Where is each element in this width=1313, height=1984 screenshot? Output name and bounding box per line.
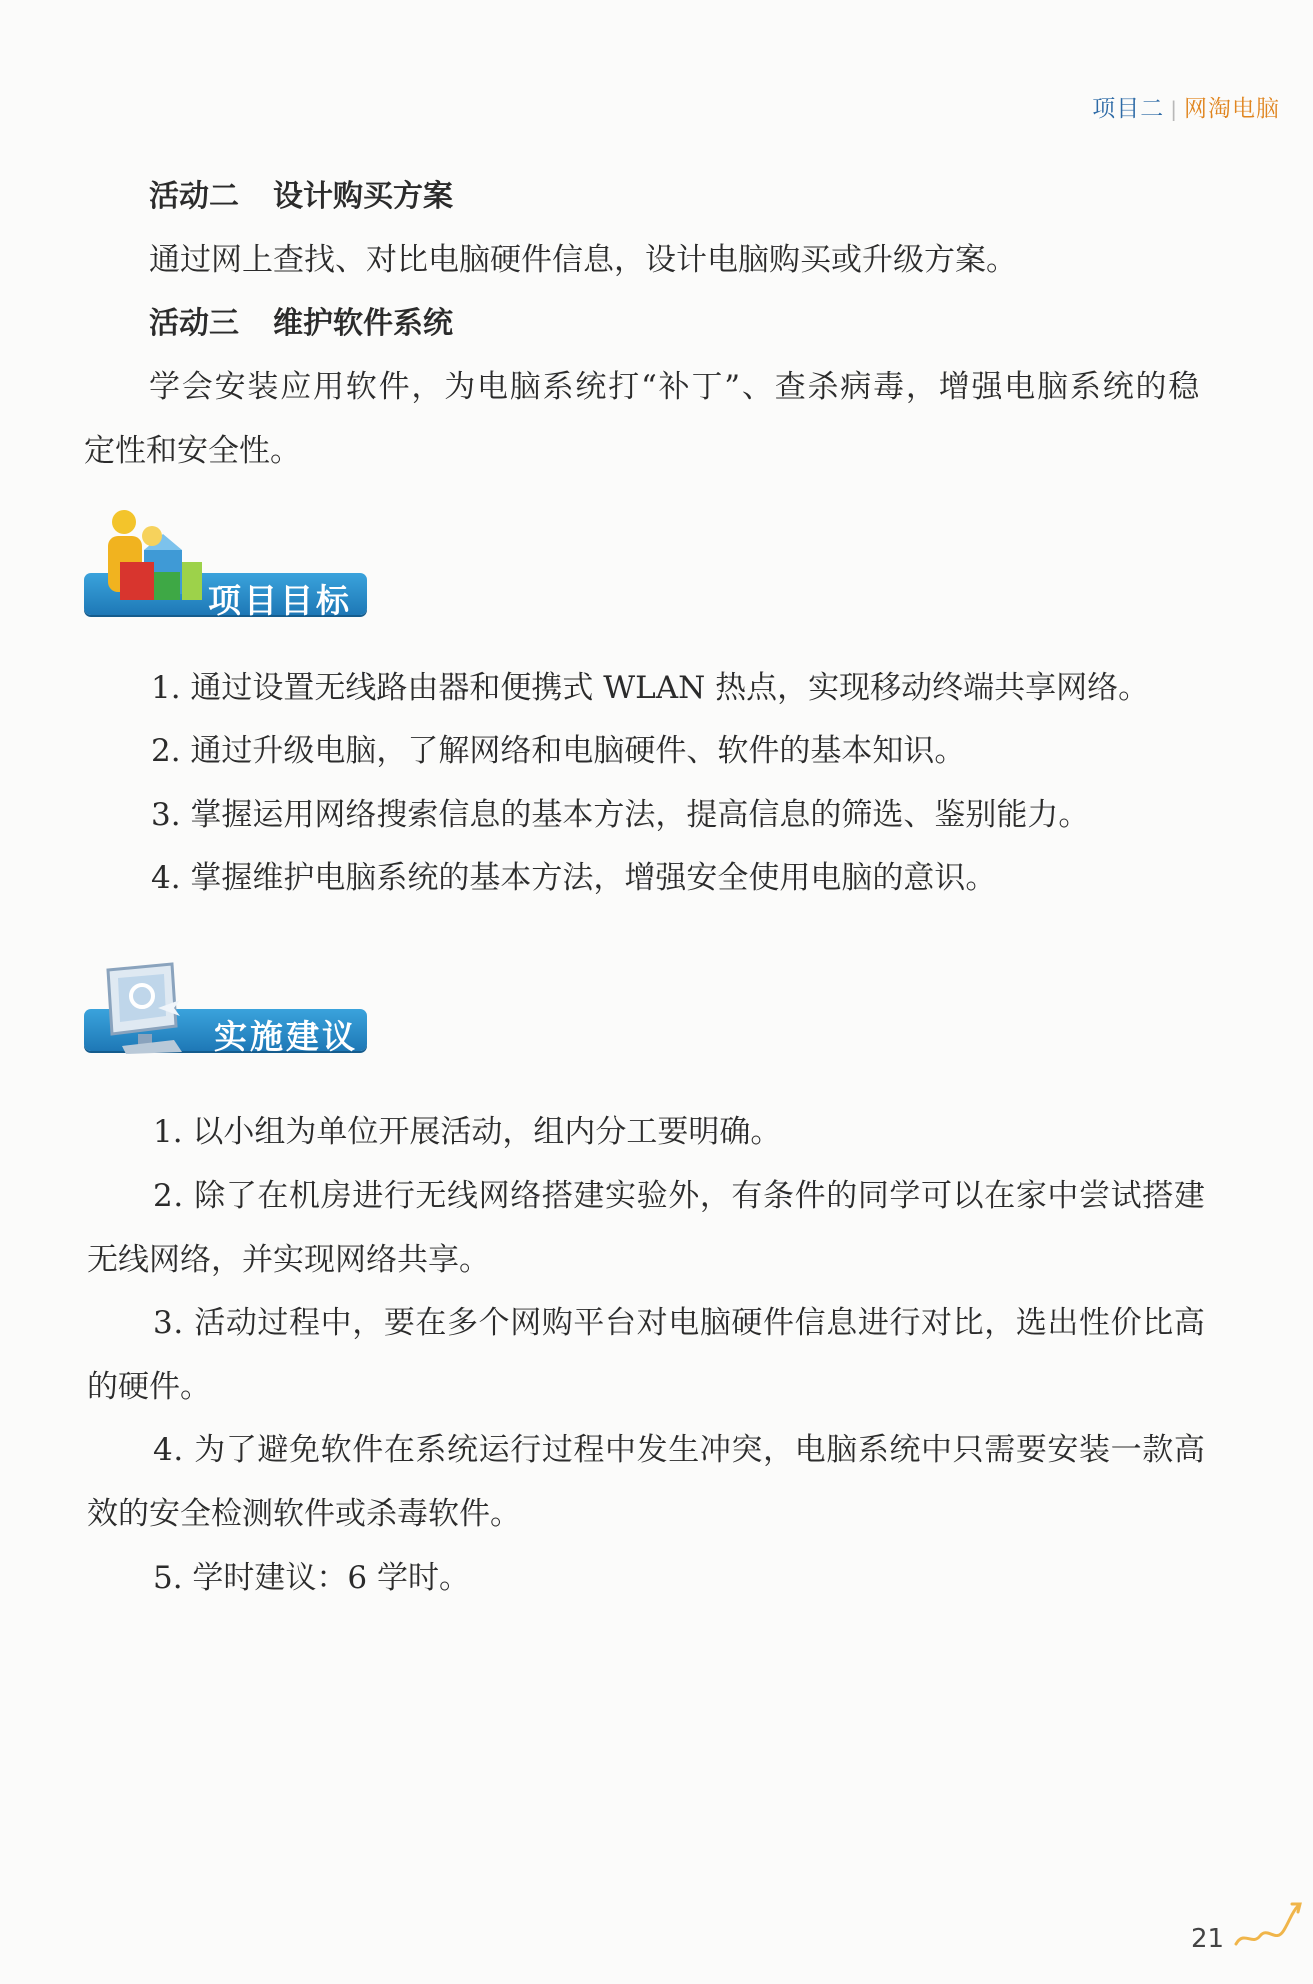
suggestion-item-5: 5. 学时建议：6 学时。: [153, 1560, 471, 1596]
goal-item-2: 2. 通过升级电脑，了解网络和电脑硬件、软件的基本知识。: [151, 733, 966, 769]
goals-banner-title: 项目目标: [208, 581, 352, 620]
suggestion-item-2-line-1: 2. 除了在机房进行无线网络搭建实验外，有条件的同学可以在家中尝试搭建: [153, 1178, 1206, 1214]
suggestions-banner-title: 实施建议: [214, 1017, 358, 1056]
swirl-ornament-icon: [1232, 1900, 1304, 1952]
suggestion-item-4-line-2: 效的安全检测软件或杀毒软件。: [87, 1496, 521, 1532]
computer-monitor-icon: [102, 962, 206, 1054]
suggestion-item-2-line-2: 无线网络，并实现网络共享。: [87, 1242, 490, 1278]
activity-3-text-line-1: 学会安装应用软件，为电脑系统打“补丁”、查杀病毒，增强电脑系统的稳: [149, 369, 1202, 405]
suggestion-item-3-line-2: 的硬件。: [87, 1369, 211, 1405]
goals-banner: [84, 510, 384, 622]
activity-2-text: 通过网上查找、对比电脑硬件信息，设计电脑购买或升级方案。: [149, 242, 1017, 278]
activity-3-text-line-2: 定性和安全性。: [84, 433, 301, 469]
activity-3-heading: [149, 304, 453, 344]
activity-2-label: 活动二: [149, 179, 239, 214]
activity-3-label: 活动三: [149, 306, 239, 341]
suggestions-banner: [84, 962, 384, 1057]
activity-3-title: 维护软件系统: [273, 306, 453, 341]
suggestion-item-1: 1. 以小组为单位开展活动，组内分工要明确。: [153, 1114, 782, 1150]
suggestion-item-4-line-1: 4. 为了避免软件在系统运行过程中发生冲突，电脑系统中只需要安装一款高: [153, 1432, 1206, 1468]
header-chapter: 网淘电脑: [1184, 96, 1280, 122]
figures-blocks-icon: [94, 510, 212, 622]
suggestion-item-3-line-1: 3. 活动过程中，要在多个网购平台对电脑硬件信息进行对比，选出性价比高: [153, 1305, 1206, 1341]
header-separator: |: [1170, 97, 1178, 121]
running-header: [1092, 90, 1280, 123]
goal-item-4: 4. 掌握维护电脑系统的基本方法，增强安全使用电脑的意识。: [151, 860, 997, 896]
activity-2-heading: [149, 177, 453, 217]
activity-2-title: 设计购买方案: [273, 179, 453, 214]
page-number: 21: [1191, 1924, 1225, 1954]
goal-item-3: 3. 掌握运用网络搜索信息的基本方法，提高信息的筛选、鉴别能力。: [151, 797, 1090, 833]
goal-item-1: 1. 通过设置无线路由器和便携式 WLAN 热点，实现移动终端共享网络。: [151, 670, 1150, 706]
header-project: 项目二: [1092, 96, 1165, 122]
